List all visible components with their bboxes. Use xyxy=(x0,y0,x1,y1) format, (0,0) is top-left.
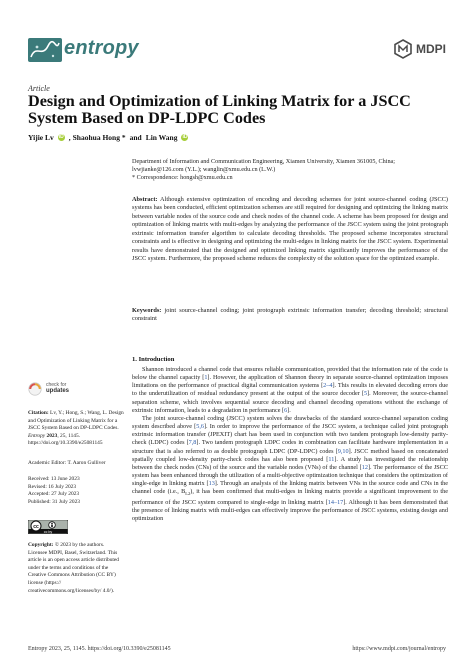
date-revised: Revised: 16 July 2023 xyxy=(28,483,77,490)
svg-text:cc: cc xyxy=(33,523,39,530)
citation-link[interactable]: 6 xyxy=(284,406,288,414)
citation-link[interactable]: 11 xyxy=(328,455,335,463)
citation-journal: Entropy xyxy=(28,432,46,439)
citation-link[interactable]: 2–4 xyxy=(323,382,333,390)
citation-year: 2023 xyxy=(46,432,58,439)
correspondence[interactable]: * Correspondence: hongsh@xmu.edu.cn xyxy=(132,174,233,182)
citation-link[interactable]: 12 xyxy=(361,463,368,471)
author-separator: , xyxy=(68,133,71,142)
copyright-block xyxy=(28,542,124,595)
abstract-label: Abstract: xyxy=(132,196,158,203)
author-and: and xyxy=(129,133,142,142)
citation-link[interactable]: 5,6 xyxy=(196,423,204,431)
updates-line2: updates xyxy=(46,388,70,394)
citation-link[interactable]: 9,10 xyxy=(337,447,349,455)
section-heading: 1. Introduction xyxy=(132,356,175,363)
publisher-name: MDPI xyxy=(416,42,446,56)
editor-name: T. Aaron Gulliver xyxy=(67,460,106,466)
check-updates-icon xyxy=(28,382,42,396)
footer-journal-url[interactable]: https://www.mdpi.com/journal/entropy xyxy=(352,646,446,652)
journal-name: entropy xyxy=(64,37,139,59)
date-accepted: Accepted: 27 July 2023 xyxy=(28,491,80,498)
author-name[interactable]: Yijie Lv xyxy=(28,133,54,142)
orcid-icon[interactable]: iD xyxy=(58,134,64,140)
dates-block xyxy=(28,476,124,506)
academic-editor xyxy=(28,460,124,468)
citation-label: Citation: xyxy=(28,410,49,416)
publisher-logo[interactable] xyxy=(393,39,446,59)
author-name[interactable]: Shaohua Hong * xyxy=(72,133,126,142)
citation-text: Lv, Y.; Hong, S.; Wang, L. Design and Optimization of Linking Matrix for a JSCC System Based on DP-LDPC Codes. xyxy=(28,410,124,432)
affiliation-emails[interactable]: lvwjianke@126.com (Y.L.); wanglin@xmu.edu.cn (L.W.) xyxy=(132,166,276,174)
editor-label: Academic Editor: xyxy=(28,460,67,466)
updates-line1: check for xyxy=(46,382,67,389)
affiliation xyxy=(132,158,442,183)
copyright-label: Copyright: xyxy=(28,542,54,548)
abstract-text: Although extensive optimization of encoding and decoding schemes for joint source-channel coding (JSCC) systems has been conducted, efficient optimization schemes are still required for designing and optimizing the linking matrix between variable nodes of the source code and check nodes of the channel code. A scheme has been proposed for design and optimization of linking matrix with multi-edges by analyzing the performance of the JSCC system using the joint protograph extrinsic information transfer algorithm to calculate decoding thresholds. The proposed scheme incorporates structural constraints and is effective in designing and optimizing the multi-edges in linking matrix for the JSCC system. Experimental results have demonstrated that the designed and optimized linking matrix significantly improves the performance of the JSCC system. Furthermore, the proposed scheme reduces the complexity of the solution space for the optimized example. xyxy=(132,196,448,263)
keywords xyxy=(132,307,448,324)
paragraph: Shannon introduced a channel code that ensures reliable communication, provided that the information rate of the code is below the channel capacity [1]. However, the application of Shannon theory in separate source-channel optimization imposes limitations on the performance of practical digital communication systems [2–4]. This results in elevated decoding errors due to the underutilization of residual redundancy present at the output of the source decoder [5]. Moreover, the source-channel separation scheme, which involves sequential source decoding and channel decoding operations without the exchange of extrinsic information, leads to a degradation in performance [6]. xyxy=(132,366,449,414)
abstract xyxy=(132,196,448,264)
copyright-text: © 2023 by the authors. Licensee MDPI, Basel, Switzerland. This article is an open access article distributed under the terms and conditions of the Creative Commons Attribution (CC BY) license (https:// creativecommons.org/licenses/by/ 4.0/). xyxy=(28,542,120,594)
article-title: Design and Optimization of Linking Matrix for a JSCC System Based on DP-LDPC Codes xyxy=(28,92,411,127)
citation-link[interactable]: 7,8 xyxy=(188,439,197,447)
entropy-logo-icon xyxy=(28,38,62,62)
citation-doi[interactable]: , 25, 1145. https://doi.org/10.3390/e25081145 xyxy=(28,432,103,447)
citation-link[interactable]: 13 xyxy=(208,480,215,488)
cc-by-license-icon[interactable] xyxy=(28,520,68,534)
footer-citation[interactable]: Entropy 2023, 25, 1145. https://doi.org/10.3390/e25081145 xyxy=(28,646,171,652)
mdpi-logo-icon xyxy=(393,39,413,59)
article-type: Article xyxy=(28,84,50,93)
keywords-label: Keywords: xyxy=(132,307,162,314)
affiliation-line: Department of Information and Communication Engineering, Xiamen University, Xiamen 361005, China; xyxy=(132,158,396,165)
cc-label: cc by xyxy=(43,529,53,534)
citation-block xyxy=(28,410,124,448)
author-list xyxy=(28,133,190,142)
check-for-updates[interactable] xyxy=(28,382,69,396)
author-name[interactable]: Lin Wang xyxy=(145,133,178,142)
introduction-body xyxy=(132,366,448,523)
date-received: Received: 13 June 2023 xyxy=(28,476,80,482)
citation-link[interactable]: 5 xyxy=(364,390,368,398)
orcid-icon[interactable]: iD xyxy=(182,134,188,140)
keywords-text: joint source-channel coding; joint protograph extrinsic information transfer; decoding threshold; structural constraint xyxy=(132,307,448,323)
date-published: Published: 31 July 2023 xyxy=(28,498,80,505)
paragraph: The joint source-channel coding (JSCC) system solves the drawbacks of the standard source-channel separation coding system described above [5,6]. In order to improve the performance of the JSCC system, a technique called joint protograph extrinsic information transfer (JPEXIT) chart has been used in conjunction with two tandem protograph low-density parity-check (LDPC) codes [7,8]. Two tandem protograph LDPC codes in combination can facilitate hardware implementation in a structure that is also referred to as double protograph LDPC (DP-LDPC) codes [9,10]. JSCC method based on concatenated spatially coupled low-density parity-check codes has also been proposed [11]. A study has investigated the relationship between the check nodes (CNs) of the source and the variable nodes (VNs) of the channel [12]. The performance of the JSCC system has been enhanced through the utilization of a multi-objective optimization technique that considers the optimization of single-edge in linking matrix [13]. Through an analysis of the linking matrix between VNs in the source code and CNs in the channel code (i.e., $B_{L2}$), it has been confirmed that multi-edges in linking matrix provide a significant improvement to the performance of the JSCC system compared to single-edge in linking matrix [14–17]. Although it has been demonstrated that the presence of linking matrix with multi-edges can effectively improve the performance of JSCC systems, existing design and optimization xyxy=(132,414,449,523)
citation-link[interactable]: 1 xyxy=(204,374,208,382)
citation-link[interactable]: 14–17 xyxy=(327,498,344,506)
